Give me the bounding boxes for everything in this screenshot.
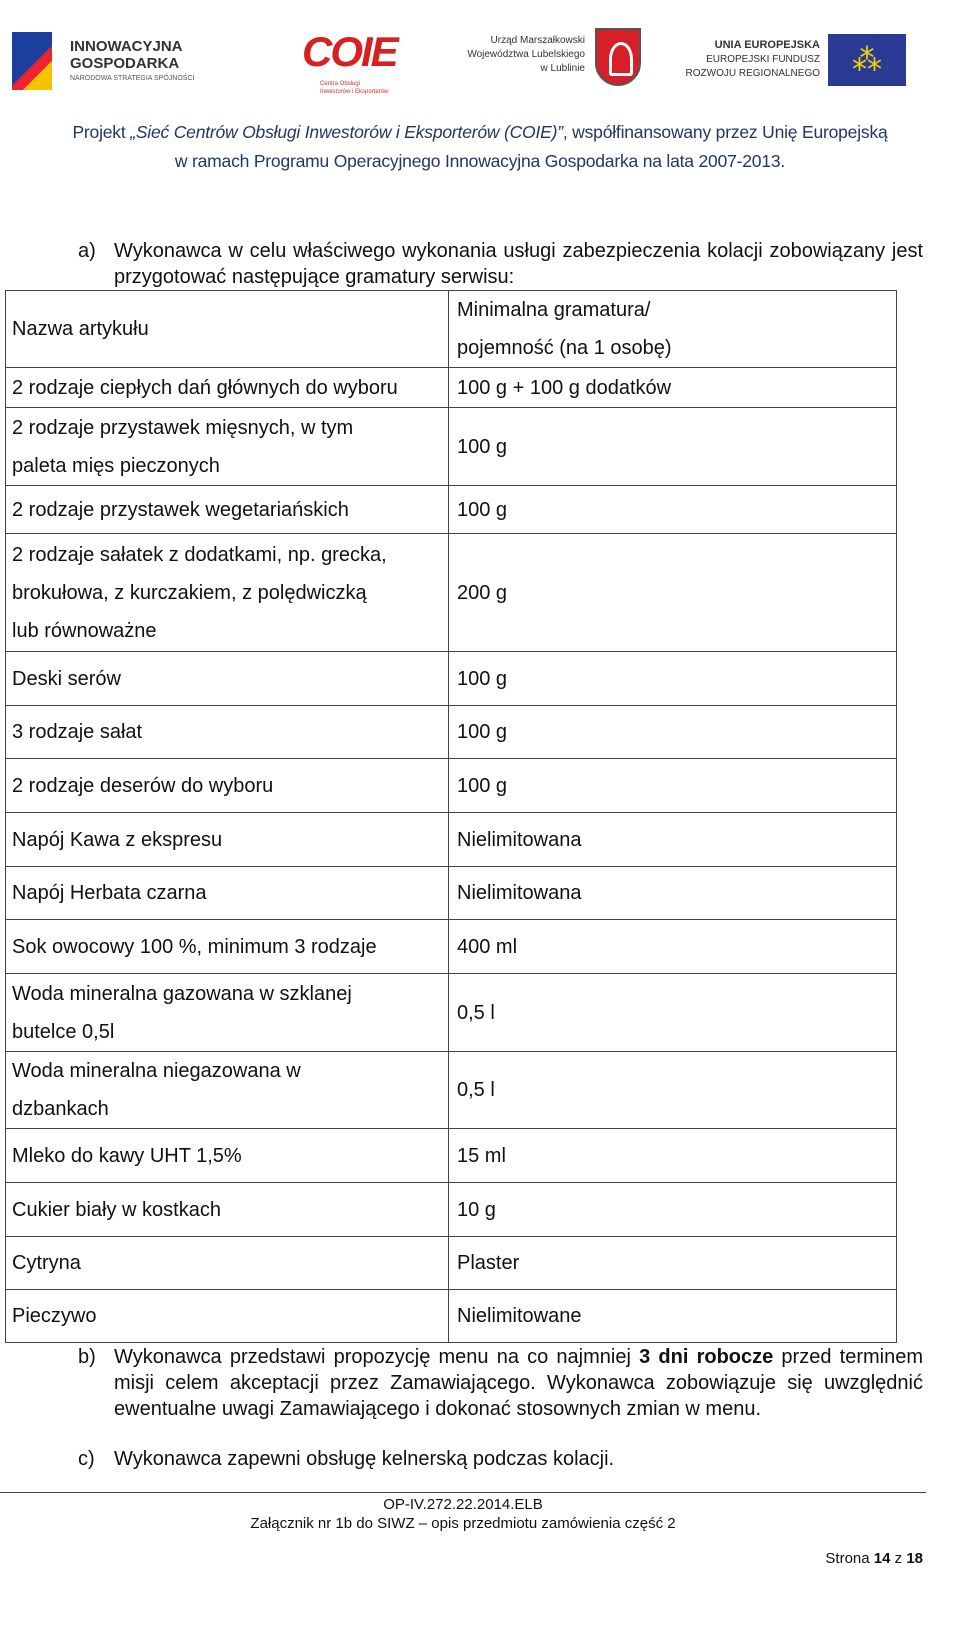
item-name: 2 rodzaje deserów do wyboru bbox=[12, 774, 274, 797]
header-cell-name: Nazwa artykułu bbox=[6, 291, 449, 368]
item-name: Napój Herbata czarna bbox=[12, 882, 207, 904]
logo-coie bbox=[262, 18, 422, 108]
item-name-cell bbox=[6, 1052, 449, 1129]
project-text: w ramach Programu Operacyjnego Innowacyjna Gospodarka na lata 2007-2013. bbox=[174, 151, 786, 171]
table-row bbox=[6, 1052, 897, 1129]
table-row bbox=[6, 974, 897, 1052]
item-name: 2 rodzaje ciepłych dań głównych do wyboru bbox=[12, 376, 398, 399]
logo-bar bbox=[0, 10, 960, 100]
item-name-cell bbox=[6, 706, 449, 759]
paragraph-text: Wykonawca w celu właściwego wykonania usługi zabezpieczenia kolacji zobowiązany jest przygotować następujące gramatury serwisu: bbox=[114, 240, 923, 288]
logo-text: GOSPODARKA bbox=[70, 55, 180, 72]
header-text: Minimalna gramatura/ bbox=[457, 299, 651, 321]
star-flag-icon bbox=[12, 32, 52, 90]
item-name: Cukier biały w kostkach bbox=[12, 1198, 221, 1221]
coat-of-arms-icon bbox=[595, 28, 641, 86]
paragraph-b bbox=[78, 1344, 923, 1422]
item-amount-cell: Nielimitowana bbox=[449, 813, 897, 867]
project-title: „Sieć Centrów Obsługi Inwestorów i Eksporterów (COIE)” bbox=[130, 122, 563, 142]
logo-subtext: Inwestorów i Eksporterów bbox=[320, 89, 389, 95]
paragraph-text: Wykonawca zapewni obsługę kelnerską podczas kolacji. bbox=[114, 1448, 615, 1470]
table-row bbox=[6, 759, 897, 813]
item-name-cell bbox=[6, 920, 449, 974]
item-name: brokułowa, z kurczakiem, z polędwiczką bbox=[12, 581, 367, 604]
list-label: c) bbox=[78, 1448, 95, 1470]
page-number bbox=[825, 1550, 923, 1567]
item-name: Napój Kawa z ekspresu bbox=[12, 828, 223, 851]
table-row bbox=[6, 920, 897, 974]
item-name-cell bbox=[6, 813, 449, 867]
item-amount-cell: 200 g bbox=[449, 534, 897, 652]
item-amount-cell: Nielimitowane bbox=[449, 1290, 897, 1343]
item-amount-cell: 10 g bbox=[449, 1183, 897, 1237]
table-row bbox=[6, 1183, 897, 1237]
item-name-cell bbox=[6, 486, 449, 534]
table-row bbox=[6, 1237, 897, 1290]
footer-divider bbox=[0, 1492, 926, 1493]
item-amount-cell: 0,5 l bbox=[449, 974, 897, 1052]
servings-table bbox=[5, 290, 897, 1343]
table-row bbox=[6, 486, 897, 534]
eu-flag-icon: ⁂ bbox=[828, 34, 906, 86]
table-row bbox=[6, 408, 897, 486]
logo-innowacyjna-gospodarka bbox=[12, 32, 232, 122]
item-name: 3 rodzaje sałat bbox=[12, 721, 143, 743]
footer-reference: OP-IV.272.22.2014.ELB bbox=[383, 1496, 543, 1513]
item-amount-cell: Plaster bbox=[449, 1237, 897, 1290]
footer-title: Załącznik nr 1b do SIWZ – opis przedmiotu zamówienia część 2 bbox=[250, 1515, 676, 1532]
project-header bbox=[0, 118, 960, 176]
item-name: Mleko do kawy UHT 1,5% bbox=[12, 1144, 242, 1167]
item-name: Woda mineralna gazowana w szklanej bbox=[12, 982, 352, 1005]
logo-text: COIE bbox=[302, 28, 397, 75]
table-row bbox=[6, 1290, 897, 1343]
page-total: 18 bbox=[906, 1550, 923, 1567]
logo-text: INNOWACYJNA bbox=[70, 38, 183, 55]
item-name-cell bbox=[6, 1183, 449, 1237]
project-text: , współfinansowany przez Unię Europejską bbox=[562, 122, 888, 142]
list-label: b) bbox=[78, 1346, 96, 1368]
logo-text: ROZWOJU REGIONALNEGO bbox=[685, 68, 820, 79]
table-header-row bbox=[6, 291, 897, 368]
logo-text: EUROPEJSKI FUNDUSZ bbox=[706, 54, 820, 65]
item-name: paleta mięs pieczonych bbox=[12, 454, 220, 477]
item-name-cell bbox=[6, 652, 449, 706]
header-text: pojemność (na 1 osobę) bbox=[457, 337, 672, 359]
item-name: 2 rodzaje sałatek z dodatkami, np. grecka, bbox=[12, 543, 387, 566]
item-amount-cell: 400 ml bbox=[449, 920, 897, 974]
logo-subtext: Centra Obsługi bbox=[320, 81, 361, 87]
item-name: lub równoważne bbox=[12, 619, 157, 642]
item-name-cell bbox=[6, 408, 449, 486]
paragraph-c bbox=[78, 1446, 923, 1472]
item-name: Pieczywo bbox=[12, 1305, 97, 1327]
table-row bbox=[6, 1129, 897, 1183]
table-row bbox=[6, 813, 897, 867]
item-name-cell bbox=[6, 867, 449, 920]
item-amount-cell: 100 g bbox=[449, 706, 897, 759]
logo-unia-europejska bbox=[680, 34, 910, 124]
logo-text: Urząd Marszałkowski bbox=[490, 35, 585, 46]
item-amount-cell: 15 ml bbox=[449, 1129, 897, 1183]
item-name: dzbankach bbox=[12, 1098, 109, 1120]
text: z bbox=[890, 1550, 907, 1567]
item-amount-cell: 100 g + 100 g dodatków bbox=[449, 368, 897, 408]
item-name: Woda mineralna niegazowana w bbox=[12, 1060, 301, 1082]
project-text: Projekt bbox=[72, 122, 131, 142]
logo-text: Województwa Lubelskiego bbox=[467, 49, 585, 60]
item-name: butelce 0,5l bbox=[12, 1020, 115, 1043]
item-amount-cell: 100 g bbox=[449, 408, 897, 486]
item-name-cell bbox=[6, 1237, 449, 1290]
item-name: 2 rodzaje przystawek mięsnych, w tym bbox=[12, 416, 354, 439]
paragraph-text bbox=[114, 1344, 923, 1422]
text: Wykonawca przedstawi propozycję menu na co najmniej bbox=[114, 1346, 640, 1368]
logo-subtext: NARODOWA STRATEGIA SPÓJNOŚCI bbox=[70, 75, 195, 82]
item-amount-cell: 100 g bbox=[449, 486, 897, 534]
table-row bbox=[6, 706, 897, 759]
logo-text: w Lublinie bbox=[540, 63, 585, 74]
logo-urzad-marszalkowski bbox=[445, 28, 645, 118]
item-name-cell bbox=[6, 534, 449, 652]
item-name: Deski serów bbox=[12, 667, 121, 690]
item-name-cell bbox=[6, 974, 449, 1052]
item-name: Sok owocowy 100 %, minimum 3 rodzaje bbox=[12, 935, 377, 958]
table-row bbox=[6, 867, 897, 920]
header-cell-amount bbox=[449, 291, 897, 368]
item-amount-cell: Nielimitowana bbox=[449, 867, 897, 920]
table-row bbox=[6, 652, 897, 706]
text: przed terminem misji celem akceptacji przez Zamawiającego. Wykonawca zobowiązuje się uwzględnić ewentualne uwagi Zamawiającego i dokonać stosownych zmian w menu. bbox=[114, 1346, 923, 1420]
bold-text: 3 dni robocze bbox=[639, 1346, 774, 1368]
item-name: 2 rodzaje przystawek wegetariańskich bbox=[12, 498, 349, 521]
item-name: Cytryna bbox=[12, 1252, 81, 1274]
item-name-cell bbox=[6, 368, 449, 408]
item-name-cell bbox=[6, 1129, 449, 1183]
item-name-cell bbox=[6, 759, 449, 813]
logo-text: UNIA EUROPEJSKA bbox=[714, 39, 820, 51]
paragraph-a bbox=[78, 238, 923, 290]
item-amount-cell: 0,5 l bbox=[449, 1052, 897, 1129]
page-current: 14 bbox=[873, 1550, 891, 1567]
text: Strona bbox=[825, 1550, 874, 1567]
item-amount-cell: 100 g bbox=[449, 759, 897, 813]
table-row bbox=[6, 534, 897, 652]
table-row bbox=[6, 368, 897, 408]
item-amount-cell: 100 g bbox=[449, 652, 897, 706]
item-name-cell bbox=[6, 1290, 449, 1343]
list-label: a) bbox=[78, 240, 96, 262]
